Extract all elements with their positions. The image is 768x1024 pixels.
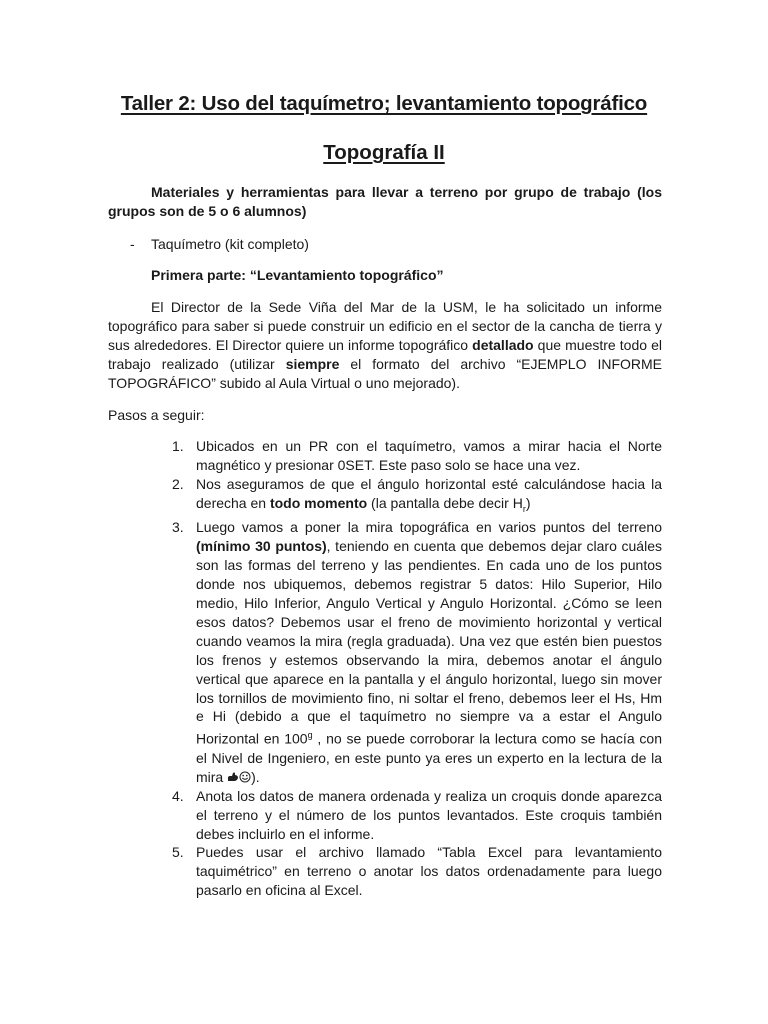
step-text: Puedes usar el archivo llamado “Tabla Excel para levantamiento taquimétrico” en terreno o anotar los datos ordenadamente para luego pasarlo en oficina al Excel. [196,844,662,899]
document-subtitle: Topografía II [323,141,445,164]
step-number: 2. [172,475,184,492]
list-item [172,843,662,900]
document-title: Taller 2: Uso del taquímetro; levantamiento topográfico [120,92,648,115]
flexed-arm-icon [227,771,239,783]
steps-list [172,437,662,900]
step-number: 3. [172,519,184,536]
step-text: ) [525,494,531,511]
list-item [172,518,662,786]
list-item [172,475,662,519]
intro-paragraph [108,298,662,393]
materials-list-item [130,235,309,254]
intro-bold-2: siempre [285,356,340,372]
part-heading: Primera parte: “Levantamiento topográfico” [151,267,444,283]
intro-text-2: que muestre todo el trabajo realizado (utilizar [108,337,662,372]
list-item [172,787,662,844]
step-text: Luego vamos a poner la mira topográfica en varios puntos del terreno [196,519,662,536]
steps-heading: Pasos a seguir: [108,407,205,423]
step-subscript: r [522,503,526,514]
intro-text-1: El Director de la Sede Viña del Mar de la USM, le ha solicitado un informe topográfico para saber si puede construir un edificio en el sector de la cancha de tierra y sus alrededores. El Director quiere un informe topográfico [108,299,662,353]
step-number: 5. [172,844,184,861]
step-text: ). [251,768,260,785]
step-bold-text: todo momento [269,494,368,511]
bullet-dash: - [130,236,135,252]
step-number: 4. [172,787,184,804]
step-text: Ubicados en un PR con el taquímetro, vamos a mirar hacia el Norte magnético y presionar 0SET. Este paso solo se hace una vez. [196,438,662,473]
materials-heading: Materiales y herramientas para llevar a terreno por grupo de trabajo (los grupos son de 5 o 6 alumnos) [108,184,662,219]
step-text: Nos aseguramos de que el ángulo horizontal esté calculándose hacia la derecha en [196,475,662,511]
step-bold-text: (mínimo 30 puntos) [196,538,327,555]
list-item [172,437,662,475]
step-text: (la pantalla debe decir H [367,494,523,511]
materials-item-text: Taquímetro (kit completo) [151,236,309,252]
step-superscript: g [307,730,313,741]
step-text: , no se puede corroborar la lectura como se hacía con el Nivel de Ingeniero, en este punto ya eres un experto en la lectura de la mira [196,731,662,785]
step-number: 1. [172,438,184,454]
step-text: Anota los datos de manera ordenada y realiza un croquis donde aparezca el terreno y el número de los puntos levantados. Este croquis también debes incluirlo en el informe. [196,787,662,842]
step-text: , teniendo en cuenta que debemos dejar claro cuáles son las formas del terreno y las pendientes. En cada uno de los puntos donde nos ubiquemos, debemos registrar 5 datos: Hilo Superior, Hilo medio, Hilo Inferior, Angulo Vertical y Angulo Horizontal. ¿Cómo se leen esos datos? Debemos usar el freno de movimiento horizontal y vertical cuando veamos la mira (regla graduada). Una vez que estén bien puestos los frenos y estemos observando la mira, debemos anotar el ángulo vertical que aparece en la pantalla y el ángulo horizontal, luego sin mover los tornillos de movimiento fino, ni soltar el freno, debemos leer el Hs, Hm e Hi (debido a que el taquímetro no siempre va a estar el Angulo Horizontal en 100 [196,538,662,748]
intro-bold-1: detallado [472,337,534,353]
smiley-icon [239,771,251,783]
intro-text-3: el formato del archivo “EJEMPLO INFORME TOPOGRÁFICO” subido al Aula Virtual o uno mejorado). [108,356,663,391]
